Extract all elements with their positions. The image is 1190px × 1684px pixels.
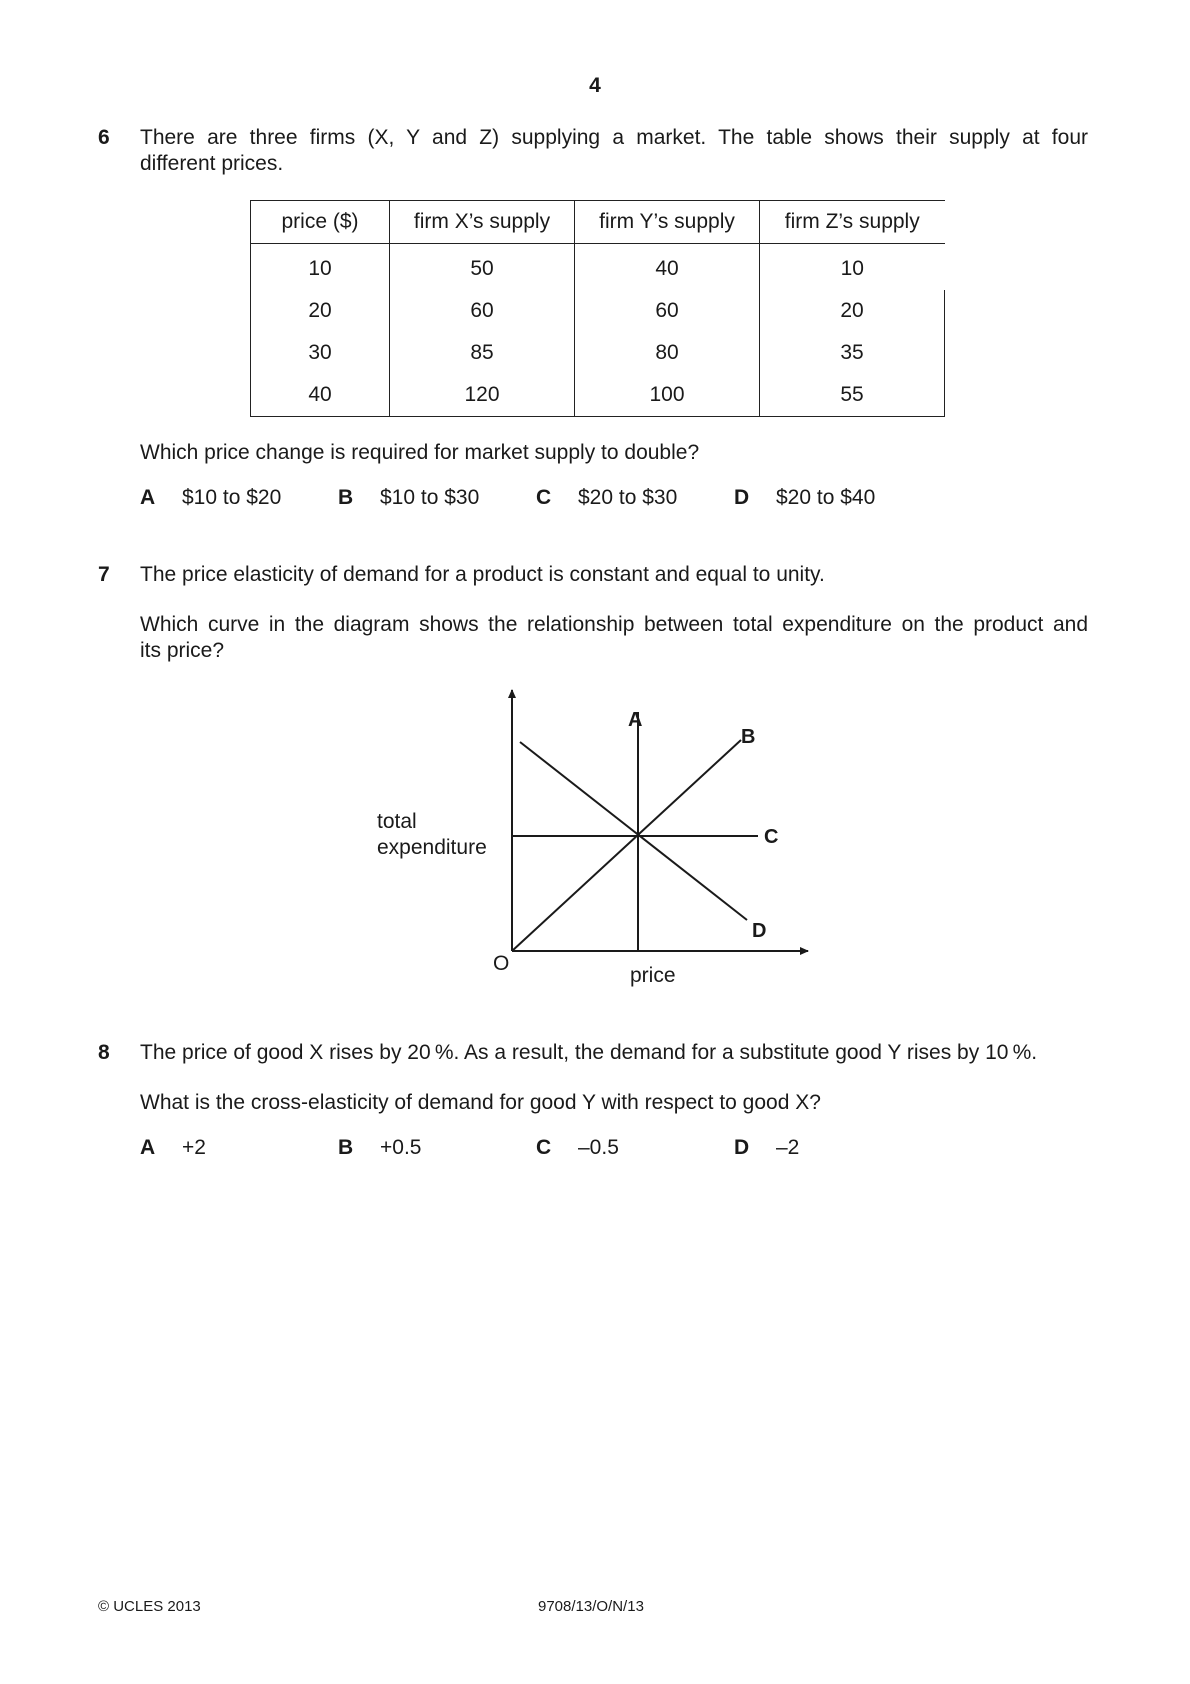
option-text: $10 to $20 <box>182 486 282 509</box>
table-cell: 20 <box>760 290 945 332</box>
option-letter: C <box>536 1136 552 1159</box>
table-cell: 60 <box>575 290 760 332</box>
option-letter: A <box>140 486 156 509</box>
curve-d <box>520 742 747 920</box>
table-cell: 40 <box>575 244 760 291</box>
curve-label-b: B <box>741 726 756 748</box>
origin-label: O <box>493 952 510 975</box>
question-7-text: The price elasticity of demand for a product is constant and equal to unity. <box>140 563 825 586</box>
table-header-firm-x: firm X’s supply <box>390 201 575 244</box>
option-letter: A <box>140 1136 156 1159</box>
table-cell: 50 <box>390 244 575 291</box>
option-text: $20 to $30 <box>578 486 678 509</box>
page-number: 4 <box>589 74 601 97</box>
option-text: –2 <box>776 1136 800 1159</box>
table-header-price: price ($) <box>251 201 390 244</box>
question-8-text: The price of good X rises by 20 %. As a result, the demand for a substitute good Y rises by 10 %. <box>140 1041 1038 1064</box>
option-letter: B <box>338 1136 354 1159</box>
table-cell: 10 <box>251 244 390 291</box>
option-text: $10 to $30 <box>380 486 480 509</box>
option-c[interactable] <box>536 1136 734 1160</box>
table-cell: 100 <box>575 374 760 417</box>
question-6-number: 6 <box>98 126 110 149</box>
option-letter: D <box>734 1136 750 1159</box>
option-letter: D <box>734 486 750 509</box>
option-a[interactable] <box>140 1136 338 1160</box>
y-axis-label-line2: expenditure <box>377 836 487 859</box>
question-6-text-line2: different prices. <box>140 152 284 175</box>
table-cell: 85 <box>390 332 575 374</box>
table-cell: 55 <box>760 374 945 417</box>
question-7-number: 7 <box>98 563 110 586</box>
y-axis-label-line1: total <box>377 810 417 833</box>
curve-label-d: D <box>752 920 767 942</box>
footer-copyright: © UCLES 2013 <box>98 1598 201 1615</box>
option-d[interactable] <box>734 1136 932 1160</box>
table-header-firm-z: firm Z’s supply <box>760 201 945 244</box>
table-cell: 120 <box>390 374 575 417</box>
x-axis-label: price <box>630 964 676 987</box>
option-text: +2 <box>182 1136 206 1159</box>
question-6-prompt: Which price change is required for market supply to double? <box>140 441 700 464</box>
table-cell: 20 <box>251 290 390 332</box>
question-6-text-line1: There are three firms (X, Y and Z) supplying a market. The table shows their supply at four <box>140 126 1088 149</box>
question-8-number: 8 <box>98 1041 110 1064</box>
table-cell: 30 <box>251 332 390 374</box>
table-cell: 60 <box>390 290 575 332</box>
curve-label-a: A <box>628 709 643 731</box>
option-letter: B <box>338 486 354 509</box>
option-text: +0.5 <box>380 1136 422 1159</box>
curve-label-c: C <box>764 826 779 848</box>
table-cell: 80 <box>575 332 760 374</box>
question-8-options <box>140 1136 932 1160</box>
option-text: –0.5 <box>578 1136 619 1159</box>
question-7-prompt-line1: Which curve in the diagram shows the relationship between total expenditure on the product and <box>140 613 1088 636</box>
table-cell: 35 <box>760 332 945 374</box>
curve-b <box>512 740 741 951</box>
option-b[interactable] <box>338 1136 536 1160</box>
footer-paper-code: 9708/13/O/N/13 <box>538 1598 644 1615</box>
table-cell: 40 <box>251 374 390 417</box>
option-letter: C <box>536 486 552 509</box>
table-header-firm-y: firm Y’s supply <box>575 201 760 244</box>
option-text: $20 to $40 <box>776 486 876 509</box>
question-8-prompt: What is the cross-elasticity of demand for good Y with respect to good X? <box>140 1091 821 1114</box>
question-7-prompt-line2: its price? <box>140 639 225 662</box>
table-cell: 10 <box>840 257 864 280</box>
